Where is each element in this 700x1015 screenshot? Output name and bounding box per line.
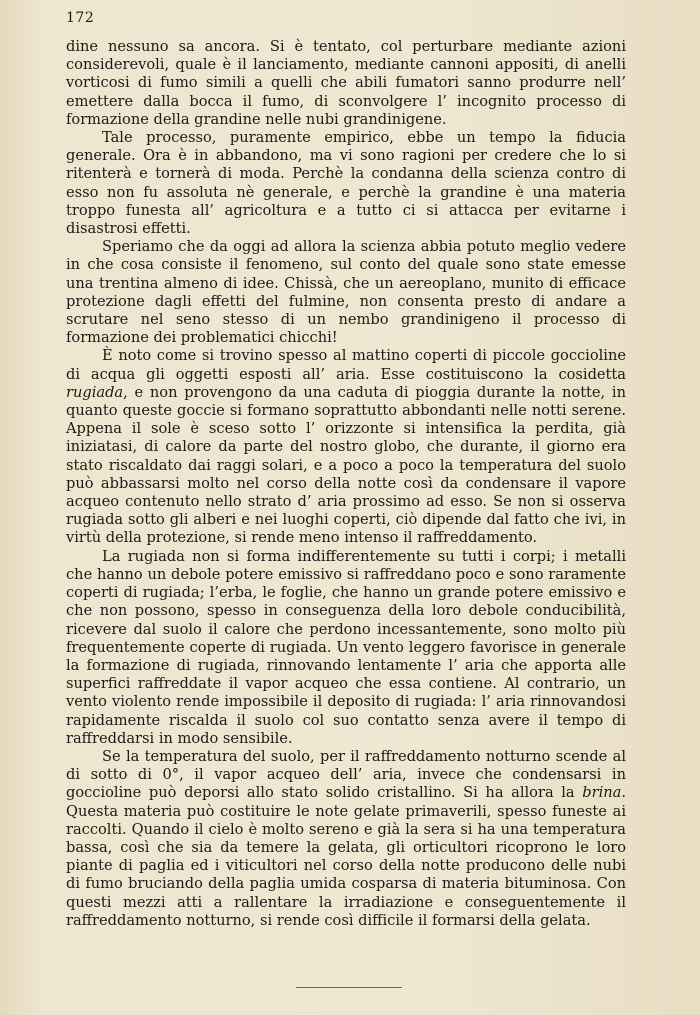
paragraph <box>66 129 626 238</box>
italic-term-rugiada: rugiada <box>66 383 124 401</box>
page-number: 172 <box>66 10 95 26</box>
text-segment: La rugiada non si forma indifferentemente su tutti i corpi; i metalli che hanno un debole potere emissivo si raffreddano poco e sono raramente coperti di rugiada; l’erba, le foglie, che hanno un grande potere emissivo e che non possono, spesso in conseguenza della loro debole conducibilità, ricevere dal suolo il calore che perdono incessantemente, sono molto più frequentemente coperte di rugiada. Un vento leggero favorisce in generale la formazione di rugiada, rinnovando lentamente l’ aria che apporta alle superfici raffreddate il vapor acqueo che essa contiene. Al contrario, un vento violento rende impossibile il deposito di rugiada: l’ aria rinnovandosi rapidamente riscalda il suolo col suo contatto senza avere il tempo di raffreddarsi in modo sensibile. <box>66 547 626 747</box>
italic-term-brina: brina <box>582 784 622 802</box>
text-segment: , e non provengono da una caduta di pioggia durante la notte, in quanto queste goccie si formano soprattutto abbondanti nelle notti serene. Appena il sole è sceso sotto l’ orizzonte si intensifica la perdita, già iniziatasi, di calore da parte del nostro globo, che durante, il giorno era stato riscaldato dai raggi solari, e a poco a poco la temperatura del suolo può abbassarsi molto nel corso della notte così da condensare il vapore acqueo contenuto nello strato d’ aria prossimo ad esso. Se non si osserva rugiada sotto gli alberi e nei luoghi coperti, ciò dipende dal fatto che ivi, in virtù della protezione, si rende meno intenso il raffreddamento. <box>66 383 626 547</box>
text-segment: Tale processo, puramente empirico, ebbe un tempo la fiducia generale. Ora è in abbandono, ma vi sono ragioni per credere che lo si ritenterà e tornerà di moda. Perchè la condanna della scienza contro di esso non fu assoluta nè generale, e perchè la grandine è una materia troppo funesta all’ agricoltura e a tutto ci si attacca per evitarne i disastrosi effetti. <box>66 129 626 238</box>
paragraph <box>66 38 626 129</box>
closing-rule <box>296 987 402 988</box>
paragraph <box>66 347 626 547</box>
paragraph <box>66 238 626 347</box>
body-text <box>66 38 626 930</box>
text-segment: . Questa materia può costituire le note gelate primaverili, spesso funeste ai raccolti. Quando il cielo è molto sereno e già la sera si ha una temperatura bassa, così che sia da temere la gelata, gli orticultori ricoprono le loro piante di paglia ed i viticultori nel corso della notte producono delle nubi di fumo bruciando della paglia umida cosparsa di materia bituminosa. Con questi mezzi atti a rallentare la irradiazione e conseguentemente il raffreddamento notturno, si rende così difficile il formarsi della gelata. <box>66 784 626 929</box>
text-segment: dine nessuno sa ancora. Si è tentato, col perturbare mediante azioni considerevoli, quale è il lanciamento, mediante cannoni appositi, di anelli vorticosi di fumo simili a quelli che abili fumatori sanno produrre nell’ emettere dalla bocca il fumo, di sconvolgere l’ incognito processo di formazione della grandine nelle nubi grandinigene. <box>66 38 626 128</box>
paragraph <box>66 748 626 930</box>
paragraph <box>66 548 626 748</box>
text-segment: Se la temperatura del suolo, per il raffreddamento notturno scende al di sotto di 0°, il vapor acqueo dell’ aria, invece che condensarsi in goccioline può deporsi allo stato solido cristallino. Si ha allora la <box>66 747 626 802</box>
text-segment: Speriamo che da oggi ad allora la scienza abbia potuto meglio vedere in che cosa consiste il fenomeno, sul conto del quale sono state emesse una trentina almeno di idee. Chissà, che un aereoplano, munito di efficace protezione dagli effetti del fulmine, non consenta presto di andare a scrutare nel seno stesso di un nembo grandinigeno il processo di formazione dei problematici chicchi! <box>66 238 626 347</box>
text-segment: È noto come si trovino spesso al mattino coperti di piccole goccioline di acqua gli oggetti esposti all’ aria. Esse costituiscono la cosidetta <box>66 347 626 383</box>
